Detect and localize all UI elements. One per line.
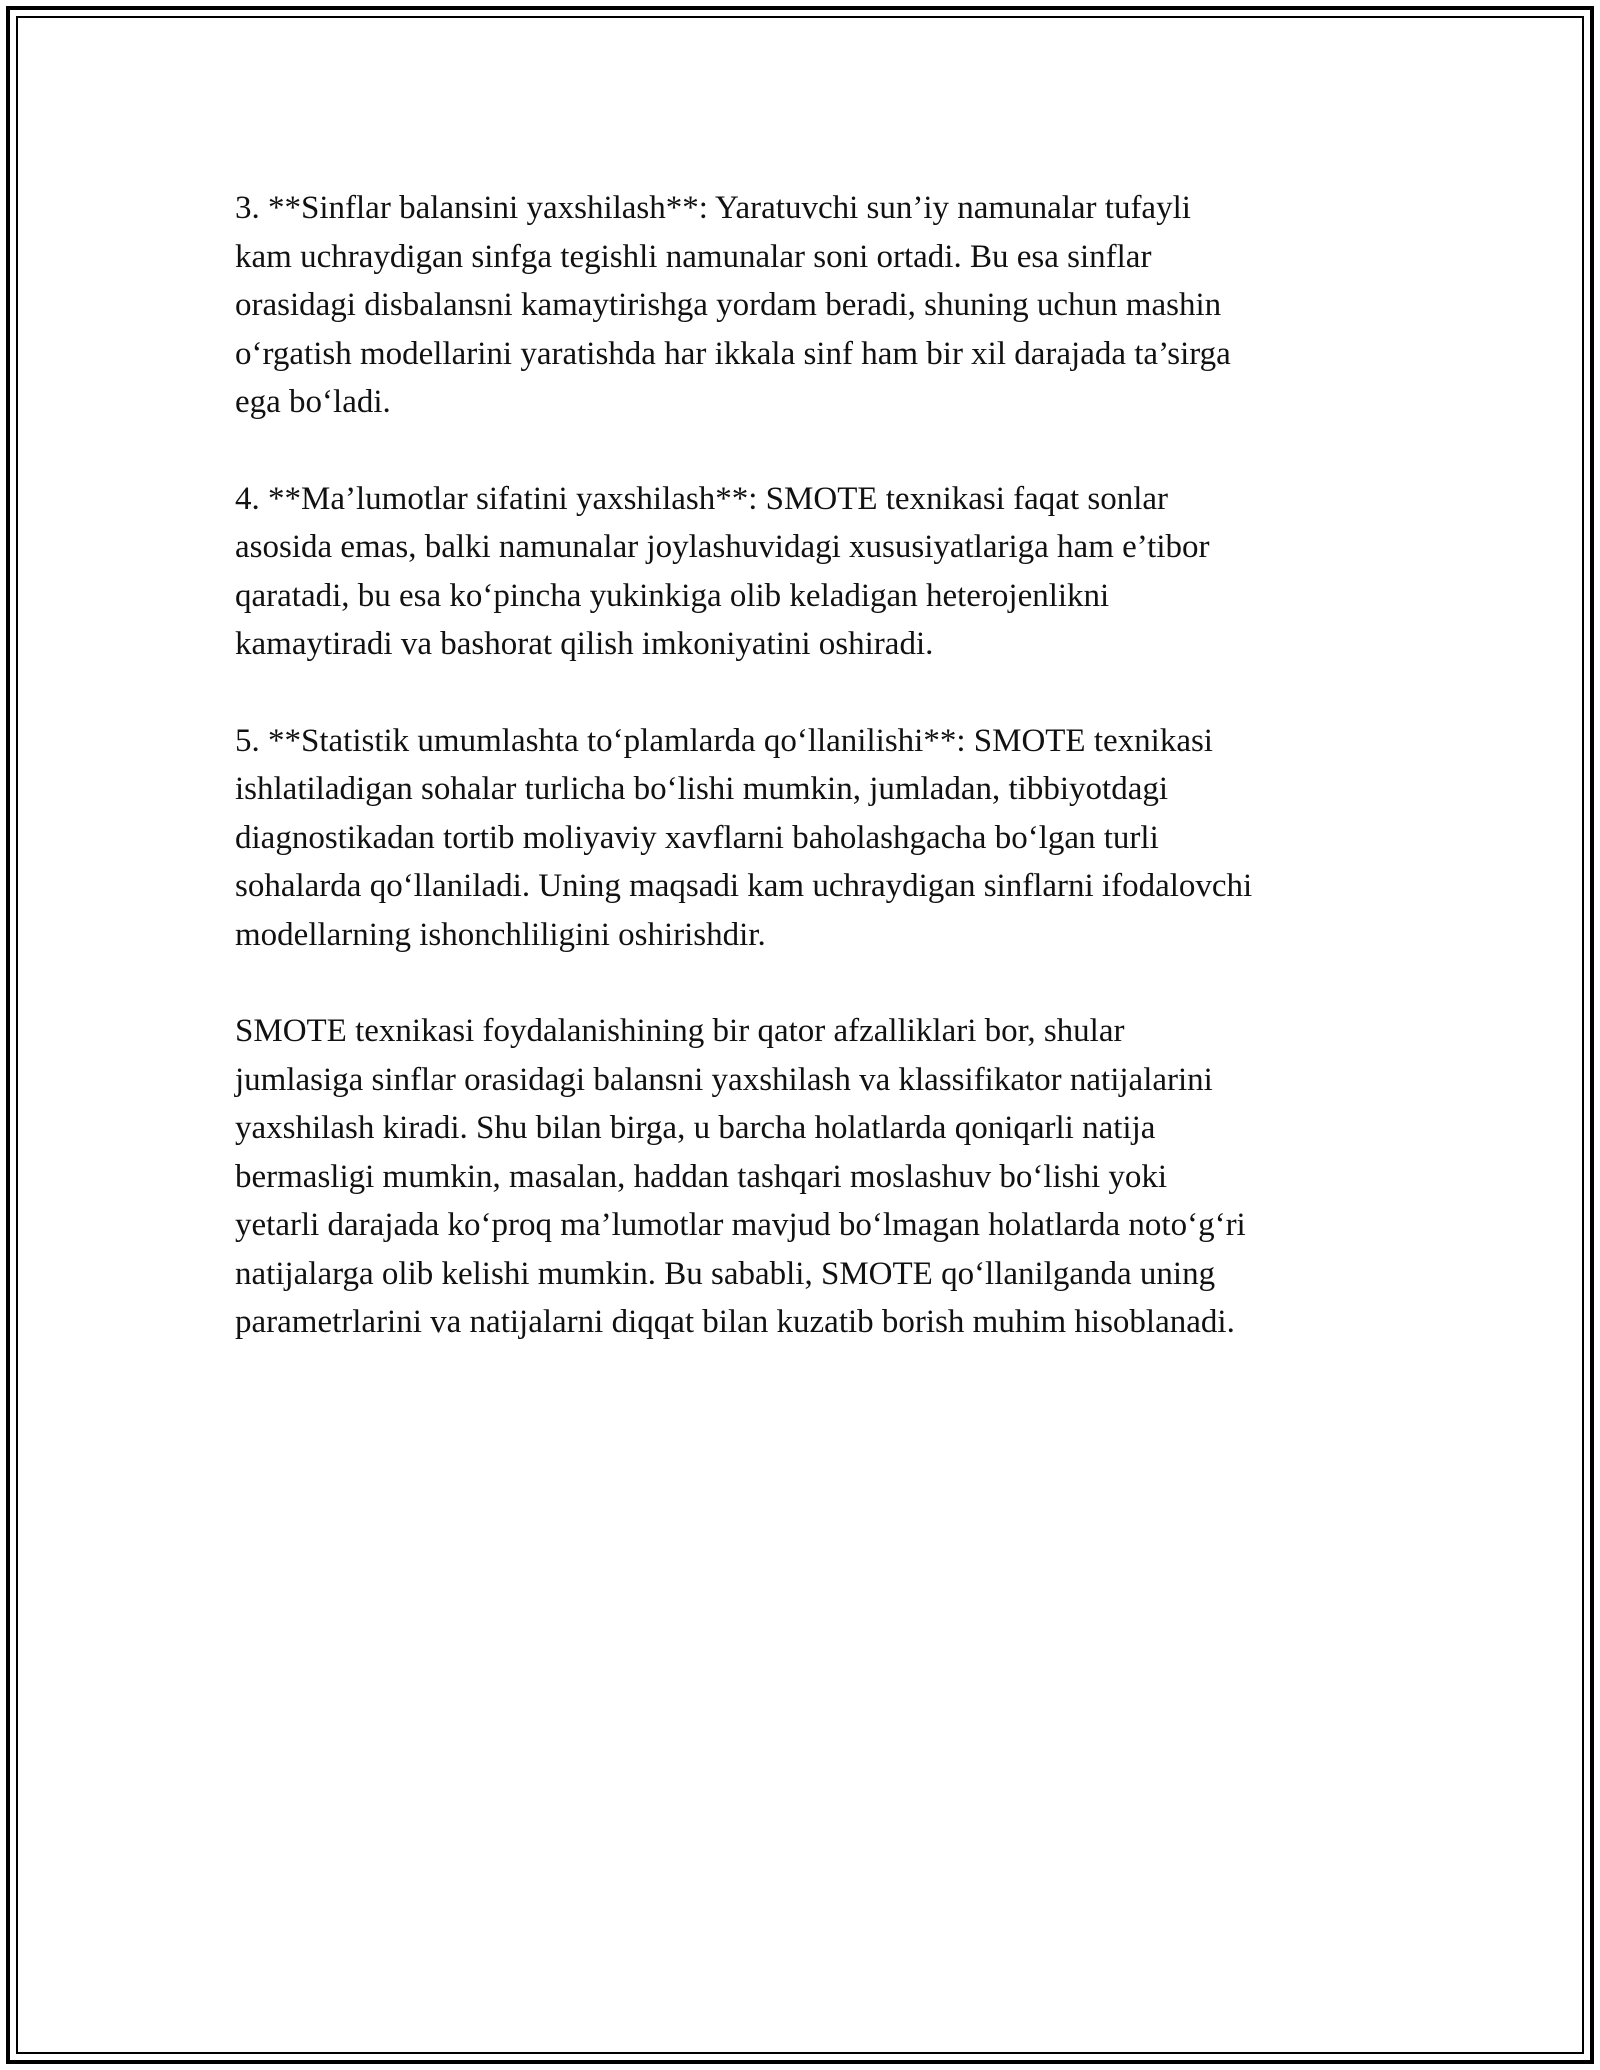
text-line: kamaytiradi va bashorat qilish imkoniyatini oshiradi. — [235, 626, 934, 662]
text-line: 4. **Ma’lumotlar sifatini yaxshilash**: SMOTE texnikasi faqat sonlar — [235, 480, 1169, 517]
text-line: asosida emas, balki namunalar joylashuvidagi xususiyatlariga ham e’tibor — [235, 529, 1210, 565]
text-line: modellarning ishonchliligini oshirishdir. — [235, 916, 766, 953]
text-line: 5. **Statistik umumlashta to‘plamlarda qo‘llanilishi**: SMOTE texnikasi — [235, 722, 1213, 759]
text-line: 3. **Sinflar balansini yaxshilash**: Yaratuvchi sun’iy namunalar tufayli — [235, 190, 1191, 226]
text-line: bermasligi mumkin, masalan, haddan tashqari moslashuv bo‘lishi yoki — [235, 1158, 1168, 1195]
paragraph-conclusion — [235, 1007, 1375, 1347]
text-line: yetarli darajada ko‘proq ma’lumotlar mavjud bo‘lmagan holatlarda noto‘g‘ri — [235, 1207, 1246, 1243]
text-line: ishlatiladigan sohalar turlicha bo‘lishi mumkin, jumladan, tibbiyotdagi — [235, 771, 1169, 807]
text-line: SMOTE texnikasi foydalanishining bir qator afzalliklari bor, shular — [235, 1013, 1125, 1049]
text-line: yaxshilash kiradi. Shu bilan birga, u barcha holatlarda qoniqarli natija — [235, 1110, 1156, 1146]
text-line: jumlasiga sinflar orasidagi balansni yaxshilash va klassifikator natijalarini — [235, 1061, 1213, 1098]
text-line: parametrlarini va natijalarni diqqat bilan kuzatib borish muhim hisoblanadi. — [235, 1304, 1235, 1340]
text-line: o‘rgatish modellarini yaratishda har ikkala sinf ham bir xil darajada ta’sirga — [235, 335, 1231, 372]
text-line: sohalarda qo‘llaniladi. Uning maqsadi kam uchraydigan sinflarni ifodalovchi — [235, 868, 1253, 904]
text-line: ega bo‘ladi. — [235, 384, 391, 420]
text-line: diagnostikadan tortib moliyaviy xavflarni baholashgacha bo‘lgan turli — [235, 819, 1159, 856]
text-line: kam uchraydigan sinfga tegishli namunalar soni ortadi. Bu esa sinflar — [235, 238, 1152, 275]
text-line: orasidagi disbalansni kamaytirishga yordam beradi, shuning uchun mashin — [235, 287, 1222, 323]
text-line: natijalarga olib kelishi mumkin. Bu sababli, SMOTE qo‘llanilganda uning — [235, 1255, 1216, 1292]
paragraph-point-4 — [235, 475, 1375, 669]
paragraph-point-5 — [235, 717, 1375, 960]
document-body — [235, 184, 1375, 1395]
paragraph-point-3 — [235, 184, 1375, 427]
text-line: qaratadi, bu esa ko‘pincha yukinkiga olib keladigan heterojenlikni — [235, 577, 1110, 614]
